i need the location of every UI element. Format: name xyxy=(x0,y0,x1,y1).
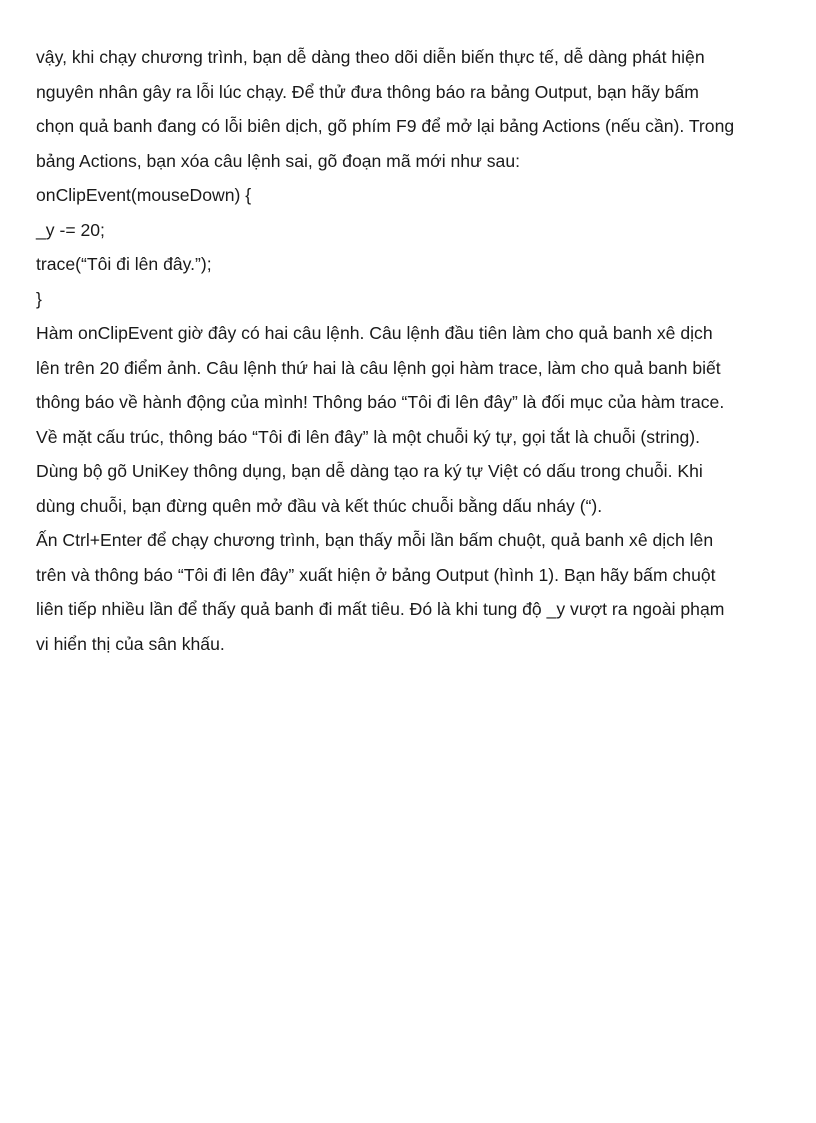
text-line-2: nguyên nhân gây ra lỗi lúc chạy. Để thử đưa thông báo ra bảng Output, bạn hãy bấm xyxy=(36,81,699,102)
text-line-9: Dùng bộ gõ UniKey thông dụng, bạn dễ dàng tạo ra ký tự Việt có dấu trong chuỗi. Khi xyxy=(36,461,703,481)
text-line-14: vi hiển thị của sân khấu. xyxy=(36,633,225,654)
code-line-1: onClipEvent(mouseDown) { xyxy=(36,185,252,205)
code-line-3: trace(“Tôi đi lên đây.”); xyxy=(36,254,212,274)
code-line-2: _y -= 20; xyxy=(36,219,105,240)
document-body xyxy=(36,40,796,661)
text-line-3: chọn quả banh đang có lỗi biên dịch, gõ phím F9 để mở lại bảng Actions (nếu cần). Trong xyxy=(36,116,735,136)
text-line-6: lên trên 20 điểm ảnh. Câu lệnh thứ hai là câu lệnh gọi hàm trace, làm cho quả banh biết xyxy=(36,357,721,378)
text-line-10: dùng chuỗi, bạn đừng quên mở đầu và kết thúc chuỗi bằng dấu nháy (“). xyxy=(36,495,603,516)
text-line-1: vậy, khi chạy chương trình, bạn dễ dàng theo dõi diễn biến thực tế, dễ dàng phát hiện xyxy=(36,47,705,67)
text-line-12: trên và thông báo “Tôi đi lên đây” xuất hiện ở bảng Output (hình 1). Bạn hãy bấm chuột xyxy=(36,564,716,585)
text-line-4: bảng Actions, bạn xóa câu lệnh sai, gõ đoạn mã mới như sau: xyxy=(36,150,520,171)
text-line-13: liên tiếp nhiều lần để thấy quả banh đi mất tiêu. Đó là khi tung độ _y vượt ra ngoài phạm xyxy=(36,599,725,619)
text-line-5: Hàm onClipEvent giờ đây có hai câu lệnh. Câu lệnh đầu tiên làm cho quả banh xê dịch xyxy=(36,323,713,343)
text-line-8: Về mặt cấu trúc, thông báo “Tôi đi lên đây” là một chuỗi ký tự, gọi tắt là chuỗi (string). xyxy=(36,426,701,447)
text-line-7: thông báo về hành động của mình! Thông báo “Tôi đi lên đây” là đối mục của hàm trace. xyxy=(36,392,725,412)
text-line-11: Ấn Ctrl+Enter để chạy chương trình, bạn thấy mỗi lần bấm chuột, quả banh xê dịch lên xyxy=(36,530,714,550)
code-line-4: } xyxy=(36,288,42,309)
